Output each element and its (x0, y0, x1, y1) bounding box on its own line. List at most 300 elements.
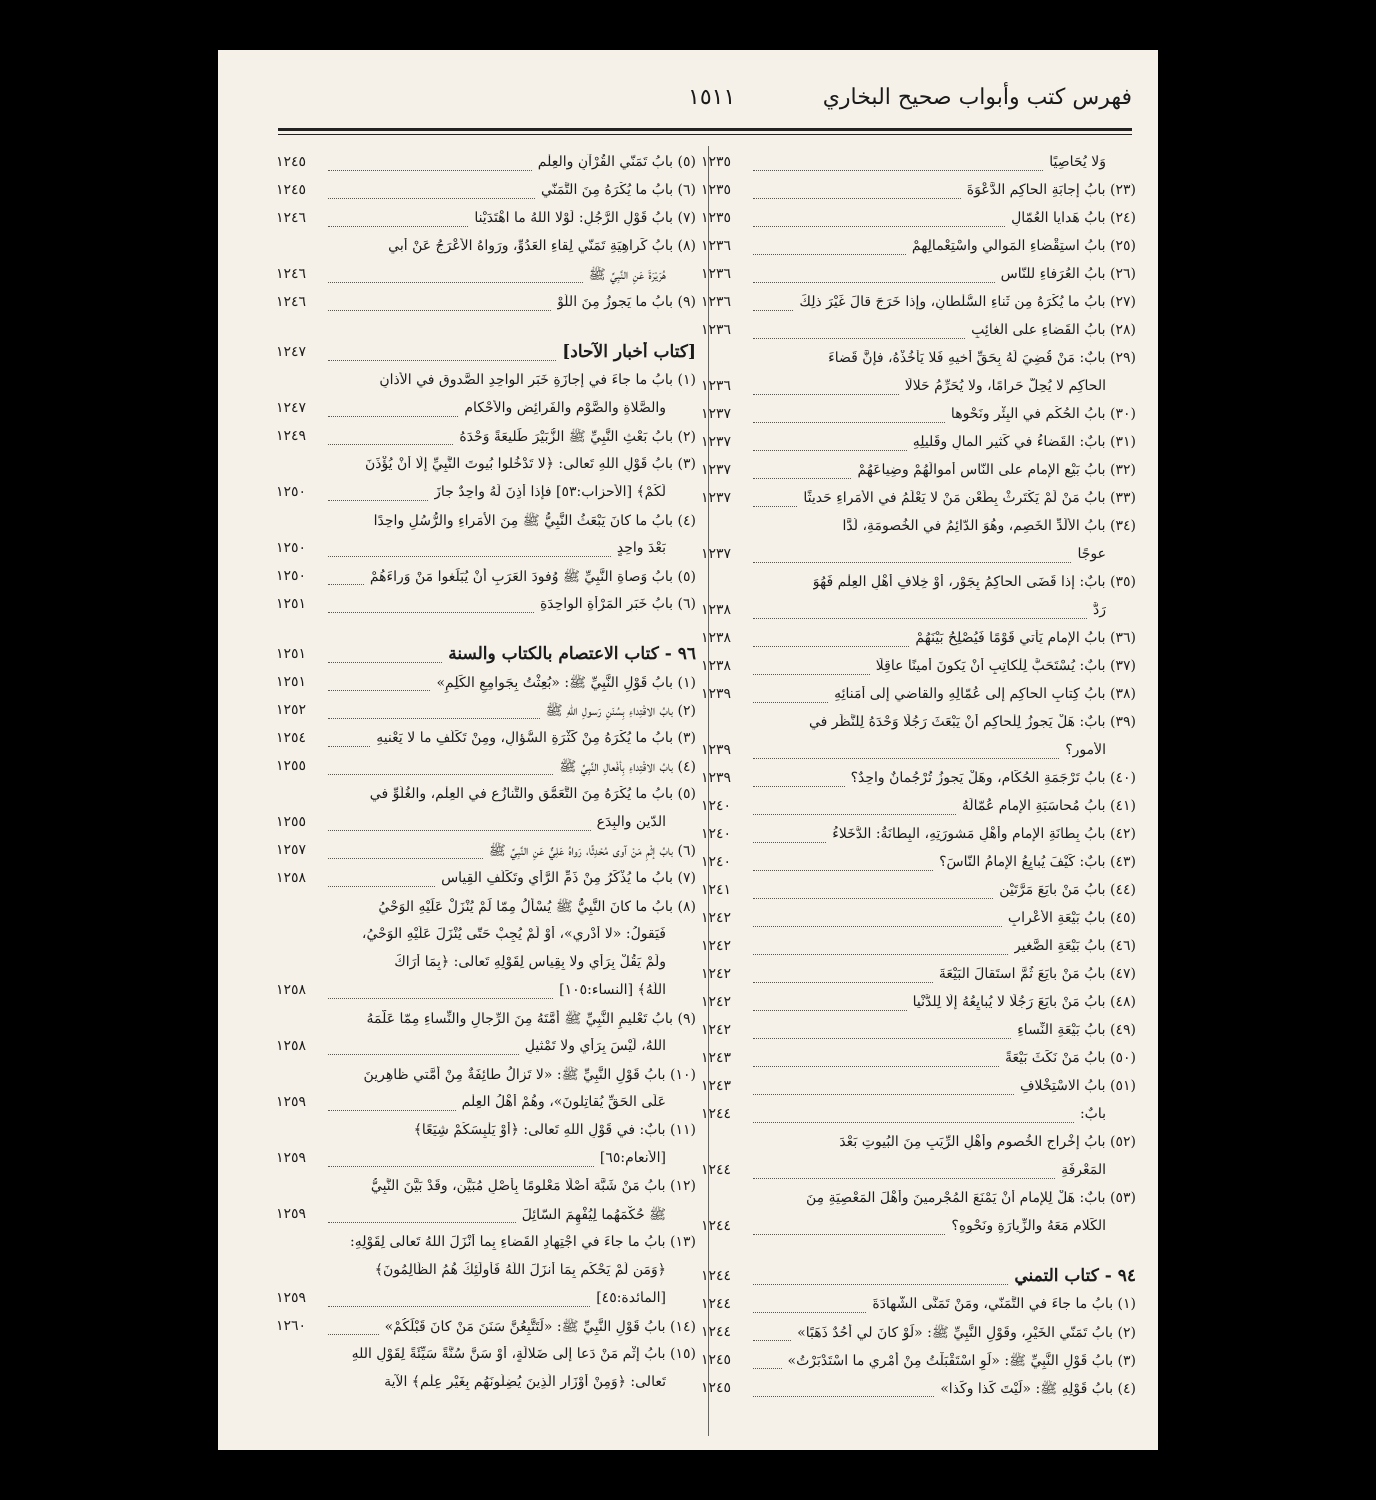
section-gap (701, 1242, 1136, 1264)
index-entry (276, 1286, 696, 1314)
entry-page-number: ١٢٥١ (276, 596, 307, 612)
entry-page-number: ١٢٣٨ (701, 630, 732, 646)
index-entry (701, 710, 1136, 738)
entry-title: (٩) بابُ ما يَجوزُ مِنَ اللَّوْ (557, 294, 696, 310)
entry-title: ٩٤ - كتاب التمني (1014, 1266, 1136, 1286)
entry-page-number: ١٢٤٣ (701, 1050, 732, 1066)
leader-dots (753, 954, 1008, 955)
index-entry (701, 1046, 1136, 1074)
index-entry (276, 1230, 696, 1258)
index-entry (276, 1034, 696, 1062)
leader-dots (753, 338, 965, 339)
entry-title: فَيَقولُ: «لا أدْري»، أوْ لَمْ يُجِبْ حَتّى يُنْزَلَ عَلَيْهِ الوَحْيُ، (361, 926, 666, 942)
leader-dots (328, 998, 553, 999)
entry-page-number: ١٢٣٦ (701, 378, 732, 394)
header-rule (278, 128, 1132, 131)
index-entry (276, 1258, 696, 1286)
leader-dots (753, 674, 870, 675)
index-entry (276, 592, 696, 620)
leader-dots (753, 562, 1071, 563)
leader-dots (753, 506, 797, 507)
section-heading (276, 642, 696, 670)
leader-dots (753, 1312, 866, 1313)
leader-dots (753, 450, 907, 451)
section-heading (276, 340, 696, 368)
entry-title: (١٠) بابُ قَوْلِ النَّبِيِّ ﷺ: «لا تَزالُ طائِفَةٌ مِنْ أُمَّتي ظاهِرينَ (363, 1067, 696, 1083)
leader-dots (753, 282, 995, 283)
index-entry (701, 1186, 1136, 1214)
entry-page-number: ١٢٤٤ (701, 1296, 732, 1312)
leader-dots (328, 416, 458, 417)
section-heading (701, 1264, 1136, 1292)
entry-title: (٨) بابُ كَراهِيَةِ تَمَنّي لِقاءِ العَدُوِّ، ورَواهُ الأعْرَجُ عَنْ أبي (388, 238, 696, 254)
index-entry (276, 810, 696, 838)
leader-dots (328, 718, 540, 719)
entry-page-number: ١٢٤٩ (276, 428, 307, 444)
index-entry (701, 598, 1136, 626)
entry-title: (٢) بابُ بَعْثِ النَّبِيِّ ﷺ الزُّبَيْرَ طَليعَةً وَحْدَهُ (459, 429, 696, 445)
index-entry (701, 794, 1136, 822)
entry-title: (٢) بابُ الاقْتِداءِ بِسُنَنِ رَسولِ اللهِ ﷺ (545, 703, 696, 719)
leader-dots (753, 1094, 1014, 1095)
entry-title: (٣٢) بابُ بَيْعِ الإمامِ على النّاسِ أموالَهُمْ وضِياعَهُمْ (857, 462, 1136, 478)
entry-title: (٣٠) بابُ الحُكْمِ في البِئْرِ ونَحْوِها (950, 406, 1136, 422)
index-entry (701, 1214, 1136, 1242)
entry-title: ﷺ حُكْمَهُما لِيُفْهِمَ السّائِلَ (521, 1207, 666, 1223)
index-entry (276, 698, 696, 726)
entry-title: (٣٥) بابٌ: إذا قَضَى الحاكِمُ بِجَوْرٍ، أوْ خِلافِ أهْلِ العِلْمِ فَهُوَ (812, 574, 1136, 590)
entry-title: (٣٨) بابُ كِتابِ الحاكِمِ إلى عُمّالِهِ والقاضي إلى أُمَنائِهِ (834, 686, 1136, 702)
entry-title: عوجًا (1077, 546, 1106, 562)
entry-page-number: ١٢٣٥ (701, 182, 732, 198)
entry-page-number: ١٢٤٦ (276, 210, 307, 226)
entry-title: (١٤) بابُ قَوْلِ النَّبِيِّ ﷺ: «لَتَتَّبِعُنَّ سَنَنَ مَنْ كانَ قَبْلَكُمْ» (384, 1319, 696, 1335)
entry-page-number: ١٢٤٣ (701, 1078, 732, 1094)
leader-dots (753, 198, 961, 199)
index-entry (276, 1118, 696, 1146)
entry-page-number: ١٢٤٥ (276, 182, 307, 198)
entry-page-number: ١٢٥٧ (276, 842, 307, 858)
index-entry (701, 150, 1136, 178)
leader-dots (753, 1284, 1008, 1285)
entry-title: (٤) بابُ ما كانَ يَبْعَثُ النَّبِيُّ ﷺ مِنَ الأُمَراءِ والرُّسُلِ واحِدًا (373, 513, 696, 529)
entry-title: (٣) بابُ ما يُكْرَهُ مِنْ كَثْرَةِ السُّؤالِ، ومِنْ تَكَلُّفِ ما لا يَعْنيهِ (376, 730, 696, 746)
leader-dots (328, 662, 442, 663)
index-entry (276, 1370, 696, 1398)
index-entry (701, 430, 1136, 458)
leader-dots (753, 1396, 934, 1397)
entry-title: اللَّهُ﴾ [النساء:١٠٥] (559, 982, 666, 998)
entry-title: (٥) بابُ ما يُكْرَهُ مِنَ التَّعَمُّقِ والتَّنازُعِ في العِلْمِ، والغُلُوِّ في (369, 786, 696, 802)
index-entry (276, 368, 696, 396)
entry-page-number: ١٢٣٧ (701, 406, 732, 422)
entry-title: (٢٣) بابُ إجابَةِ الحاكِمِ الدَّعْوَةَ (966, 182, 1136, 198)
entry-title: والصَّلاةِ والصَّوْمِ والفَرائِضِ والأحْكامِ (464, 400, 666, 416)
leader-dots (328, 1110, 456, 1111)
index-entry (701, 962, 1136, 990)
entry-title: (٣) بابُ قَوْلِ النَّبِيِّ ﷺ: «لَوِ اسْتَقْبَلْتُ مِنْ أمْري ما اسْتَدْبَرْتُ» (787, 1353, 1136, 1369)
leader-dots (753, 1038, 1011, 1039)
entry-page-number: ١٢٤٢ (701, 966, 732, 982)
entry-title: (٤٣) بابٌ: كَيْفَ يُبايِعُ الإمامُ النّاسَ؟ (939, 854, 1136, 870)
entry-page-number: ١٢٤٦ (276, 266, 307, 282)
leader-dots (328, 746, 370, 747)
entry-title: (٣١) بابٌ: القَضاءُ في كَثيرِ المالِ وقَليلِهِ (912, 434, 1136, 450)
entry-title: (٢٤) بابُ هَدايا العُمّالِ (1011, 210, 1136, 226)
entry-page-number: ١٢٥٨ (276, 982, 307, 998)
entry-title: بابٌ: (1079, 1106, 1106, 1122)
entry-page-number: ١٢٤٢ (701, 910, 732, 926)
entry-page-number: ١٢٤٠ (701, 826, 732, 842)
leader-dots (753, 618, 1087, 619)
index-entry (276, 1006, 696, 1034)
entry-page-number: ١٢٤٤ (701, 1162, 732, 1178)
index-entry (701, 262, 1136, 290)
entry-title: (٣٤) بابُ الألَدِّ الخَصِمِ، وهُوَ الدّائِمُ في الخُصومَةِ، لُدًّا (842, 518, 1136, 534)
leader-dots (328, 886, 435, 887)
index-entry (276, 1342, 696, 1370)
index-entry (276, 234, 696, 262)
entry-page-number: ١٢٤٥ (276, 154, 307, 170)
entry-title: (٦) بابُ خَبَرِ المَرْأَةِ الواحِدَةِ (539, 596, 696, 612)
leader-dots (753, 1066, 999, 1067)
entry-title: (٦) بابُ ما يُكْرَهُ مِنَ التَّمَنّي (540, 182, 696, 198)
page-header (278, 85, 1132, 125)
left-column (276, 150, 696, 1398)
entry-title: (٨) بابُ ما كانَ النَّبِيُّ ﷺ يُسْأَلُ مِمّا لَمْ يُنْزَلْ عَلَيْهِ الوَحْيُ (378, 899, 696, 915)
index-entry (701, 374, 1136, 402)
entry-page-number: ١٢٤٥ (701, 1352, 732, 1368)
entry-title: وَلا يُحَاصِيًا (1049, 154, 1106, 170)
leader-dots (328, 584, 364, 585)
entry-title: (٤٨) بابُ مَنْ بايَعَ رَجُلًا لا يُبايِعُهُ إلّا لِلدُّنْيا (912, 994, 1136, 1010)
entry-title: (٣٩) بابٌ: هَلْ يَجوزُ لِلْحاكِمِ أنْ يَبْعَثَ رَجُلًا وَحْدَهُ لِلنَّظَرِ في (809, 714, 1136, 730)
index-entry (276, 1314, 696, 1342)
index-entry (276, 1202, 696, 1230)
leader-dots (753, 1368, 782, 1369)
leader-dots (753, 254, 906, 255)
entry-page-number: ١٢٤٥ (701, 1380, 732, 1396)
index-entry (701, 906, 1136, 934)
leader-dots (328, 612, 534, 613)
entry-title: (٤٩) بابُ بَيْعَةِ النِّساءِ (1017, 1022, 1136, 1038)
entry-title: اللهُ، لَيْسَ بِرَأْيٍ ولا تَمْثيلٍ (524, 1038, 666, 1054)
index-entry (701, 318, 1136, 346)
entry-title: (٣٦) بابُ الإمامِ يَأْتي قَوْمًا فَيُصْلِحُ بَيْنَهُمْ (915, 630, 1136, 646)
leader-dots (328, 858, 483, 859)
leader-dots (753, 422, 945, 423)
entry-page-number: ١٢٤٢ (701, 938, 732, 954)
entry-title: لَكُمْ﴾ [الأحزاب:٥٣] فإذا أُذِنَ لَهُ واحِدٌ جازَ (434, 484, 666, 500)
book-page (218, 50, 1158, 1450)
leader-dots (753, 898, 993, 899)
entry-page-number: ١٢٤٢ (701, 1022, 732, 1038)
entry-page-number: ١٢٥٩ (276, 1290, 307, 1306)
entry-title: (٤٤) بابُ مَنْ بايَعَ مَرَّتَيْنِ (999, 882, 1136, 898)
entry-page-number: ١٢٤٤ (701, 1218, 732, 1234)
running-title: فهرس كتب وأبواب صحيح البخاري (822, 85, 1132, 110)
entry-title: (٥) بابُ وَصاةِ النَّبِيِّ ﷺ وُفودَ العَرَبِ أنْ يُبَلِّغوا مَنْ وَراءَهُمْ (369, 569, 696, 585)
index-entry (701, 1130, 1136, 1158)
entry-title: (٢٥) بابُ استِقْضاءِ المَوالي واسْتِعْمالِهِمْ (911, 238, 1136, 254)
entry-page-number: ١٢٤٧ (276, 400, 307, 416)
entry-title: (٢٩) بابٌ: مَنْ قُضِيَ لَهُ بِحَقِّ أخيهِ فَلا يَأْخُذْهُ، فإنَّ قَضاءَ (828, 350, 1136, 366)
leader-dots (328, 690, 430, 691)
entry-page-number: ١٢٤٤ (701, 1106, 732, 1122)
leader-dots (328, 830, 591, 831)
entry-title: (٢) بابُ تَمَنّي الخَيْرِ، وقَوْلِ النَّبِيِّ ﷺ: «لَوْ كانَ لي أُحُدٌ ذَهَبًا» (797, 1325, 1136, 1341)
index-entry (701, 766, 1136, 794)
index-entry (701, 1158, 1136, 1186)
entry-title: (١١) بابٌ: في قَوْلِ اللهِ تَعالى: ﴿أَوْ يَلْبِسَكُمْ شِيَعًا﴾ (413, 1122, 696, 1138)
index-entry (276, 150, 696, 178)
entry-page-number: ١٢٥٤ (276, 730, 307, 746)
leader-dots (328, 774, 553, 775)
entry-page-number: ١٢٥٩ (276, 1150, 307, 1166)
index-entry (276, 396, 696, 424)
leader-dots (753, 1010, 907, 1011)
entry-page-number: ١٢٣٨ (701, 602, 732, 618)
entry-page-number: ١٢٣٧ (701, 434, 732, 450)
leader-dots (753, 702, 828, 703)
entry-title: (١٢) بابُ مَنْ شَبَّهَ أصْلًا مَعْلومًا بِأصْلٍ مُبَيَّنٍ، وقَدْ بَيَّنَ النَّبِيُّ (370, 1178, 696, 1194)
leader-dots (753, 1234, 945, 1235)
index-entry (276, 922, 696, 950)
index-entry (701, 1292, 1136, 1320)
index-entry (701, 626, 1136, 654)
entry-title: (٧) بابُ قَوْلِ الرَّجُلِ: لَوْلا اللهُ ما اهْتَدَيْنا (474, 210, 696, 226)
index-entry (276, 754, 696, 782)
section-gap (276, 318, 696, 340)
leader-dots (753, 170, 1043, 171)
leader-dots (328, 226, 468, 227)
right-column (701, 150, 1136, 1404)
leader-dots (753, 982, 933, 983)
entry-title: الدّينِ والبِدَعِ (596, 814, 666, 830)
entry-title: تَعالى: ﴿وَمِنْ أَوْزَارِ الَّذِينَ يُضِلُّونَهُم بِغَيْرِ عِلْمٍ﴾ الآية (384, 1374, 666, 1390)
entry-title: عَلَى الحَقِّ يُقاتِلونَ»، وهُمْ أهْلُ العِلْمِ (461, 1094, 666, 1110)
index-entry (276, 1174, 696, 1202)
entry-title: (٩) بابُ تَعْليمِ النَّبِيِّ ﷺ أُمَّتَهُ مِنَ الرِّجالِ والنِّساءِ مِمّا عَلَّمَهُ (366, 1011, 696, 1027)
entry-page-number: ١٢٥٠ (276, 484, 307, 500)
leader-dots (328, 1306, 590, 1307)
index-entry (701, 1348, 1136, 1376)
index-entry (276, 452, 696, 480)
index-entry (276, 290, 696, 318)
index-entry (701, 486, 1136, 514)
index-entry (701, 234, 1136, 262)
entry-title: (٥٢) بابُ إخْراجِ الخُصومِ وأهْلِ الرِّيَبِ مِنَ البُيوتِ بَعْدَ (839, 1134, 1136, 1150)
entry-title: بَعْدَ واحِدٍ (616, 540, 666, 556)
entry-title: الكَلامِ مَعَهُ والزِّيارَةِ ونَحْوِهِ؟ (951, 1218, 1106, 1234)
index-entry (701, 1102, 1136, 1130)
index-entry (701, 1376, 1136, 1404)
index-entry (701, 654, 1136, 682)
index-entry (276, 536, 696, 564)
entry-title: (٣٣) بابُ مَنْ لَمْ يَكْتَرِثْ بِطَعْنِ مَنْ لا يَعْلَمُ في الأُمَراءِ حَديثًا (803, 490, 1136, 506)
entry-page-number: ١٢٥١ (276, 674, 307, 690)
entry-title: (٥٣) بابٌ: هَلْ لِلإمامِ أنْ يَمْنَعَ المُجْرِمينَ وأهْلَ المَعْصِيَةِ مِنَ (805, 1190, 1136, 1206)
section-gap (276, 620, 696, 642)
page-number: ١٥١١ (688, 85, 736, 110)
entry-title: ولَمْ يَقُلْ بِرَأْيٍ ولا بِقِياسٍ لِقَوْلِهِ تَعالى: ﴿بِمَا أَرَاكَ (394, 954, 666, 970)
index-entry (701, 178, 1136, 206)
entry-title: (٤٥) بابُ بَيْعَةِ الأعْرابِ (1007, 910, 1136, 926)
index-entry (701, 290, 1136, 318)
index-entry (276, 508, 696, 536)
index-entry (276, 838, 696, 866)
entry-title: ٩٦ - كتاب الاعتصام بالكتاب والسنة (448, 644, 696, 664)
index-entry (276, 1090, 696, 1118)
entry-page-number: ١٢٤٤ (701, 1268, 732, 1284)
index-entry (276, 1062, 696, 1090)
leader-dots (328, 170, 532, 171)
leader-dots (753, 814, 956, 815)
leader-dots (753, 926, 1002, 927)
index-entry (701, 1074, 1136, 1102)
entry-title: (٢٦) بابُ العُرَفاءِ للنّاسِ (1000, 266, 1136, 282)
index-entry (276, 1146, 696, 1174)
entry-title: (٣) بابُ قَوْلِ اللهِ تَعالى: ﴿لا تَدْخُلوا بُيوتَ النَّبِيِّ إلّا أنْ يُؤْذَنَ (364, 456, 696, 472)
header-rule-thin (278, 134, 1132, 135)
leader-dots (753, 758, 1059, 759)
entry-title: هُرَيْرَةَ عَنِ النَّبِيِّ ﷺ (588, 267, 666, 283)
entry-page-number: ١٢٣٩ (701, 770, 732, 786)
entry-page-number: ١٢٣٧ (701, 546, 732, 562)
leader-dots (328, 198, 535, 199)
leader-dots (328, 1334, 379, 1335)
entry-page-number: ١٢٥٥ (276, 814, 307, 830)
entry-title: (٤٧) بابُ مَنْ بايَعَ ثُمَّ استَقالَ البَيْعَةَ (938, 966, 1136, 982)
index-entry (701, 542, 1136, 570)
entry-page-number: ١٢٥٠ (276, 568, 307, 584)
leader-dots (753, 1340, 791, 1341)
entry-title: [كتاب أخبار الآحاد] (562, 342, 696, 362)
entry-page-number: ١٢٣٧ (701, 462, 732, 478)
index-entry (276, 424, 696, 452)
index-entry (701, 458, 1136, 486)
index-entry (701, 346, 1136, 374)
index-entry (701, 822, 1136, 850)
leader-dots (753, 1122, 1074, 1123)
entry-page-number: ١٢٣٦ (701, 238, 732, 254)
entry-title: (٤) بابُ قَوْلِهِ ﷺ: «لَيْتَ كَذا وكَذا» (940, 1381, 1136, 1397)
entry-title: (٤٠) بابُ تَرْجَمَةِ الحُكّامِ، وهَلْ يَجوزُ تُرْجُمانٌ واحِدٌ؟ (850, 770, 1136, 786)
leader-dots (753, 310, 793, 311)
entry-page-number: ١٢٥٢ (276, 702, 307, 718)
entry-page-number: ١٢٣٦ (701, 294, 732, 310)
entry-title: (٢٨) بابُ القَضاءِ على الغائِبِ (971, 322, 1136, 338)
entry-page-number: ١٢٥٩ (276, 1094, 307, 1110)
entry-page-number: ١٢٤٠ (701, 798, 732, 814)
index-entry (276, 564, 696, 592)
entry-page-number: ١٢٣٨ (701, 658, 732, 674)
entry-title: (٤) بابُ الاقْتِداءِ بِأفْعالِ النَّبِيِّ ﷺ (559, 759, 696, 775)
index-entry (276, 950, 696, 978)
entry-page-number: ١٢٤١ (701, 882, 732, 898)
entry-title: رَدٌّ (1093, 602, 1106, 618)
leader-dots (753, 786, 845, 787)
index-entry (701, 934, 1136, 962)
entry-page-number: ١٢٤٦ (276, 294, 307, 310)
entry-page-number: ١٢٦٠ (276, 1318, 307, 1334)
entry-page-number: ١٢٥٥ (276, 758, 307, 774)
index-entry (276, 480, 696, 508)
leader-dots (753, 394, 899, 395)
entry-title: [الأنعام:٦٥] (599, 1150, 666, 1166)
leader-dots (328, 282, 583, 283)
entry-page-number: ١٢٤٢ (701, 994, 732, 1010)
index-entry (276, 894, 696, 922)
leader-dots (328, 444, 453, 445)
leader-dots (328, 310, 551, 311)
leader-dots (753, 646, 909, 647)
index-entry (701, 514, 1136, 542)
index-entry (701, 1018, 1136, 1046)
entry-title: الأُمورِ؟ (1065, 742, 1106, 758)
leader-dots (753, 478, 851, 479)
leader-dots (328, 500, 428, 501)
leader-dots (328, 1222, 516, 1223)
index-entry (701, 570, 1136, 598)
index-entry (276, 782, 696, 810)
entry-page-number: ١٢٤٧ (276, 344, 307, 360)
entry-title: [المائدة:٤٥] (596, 1290, 666, 1306)
leader-dots (753, 1178, 1055, 1179)
entry-title: (١٣) بابُ ما جاءَ في اجْتِهادِ القَضاءِ بِما أنْزَلَ اللهُ تَعالى لِقَوْلِهِ: (349, 1234, 696, 1250)
entry-page-number: ١٢٣٦ (701, 322, 732, 338)
entry-title: (٦) بابُ إثْمِ مَنْ آوى مُحْدِثًا، رَواهُ عَلِيٌّ عَنِ النَّبِيِّ ﷺ (488, 843, 696, 859)
entry-page-number: ١٢٣٥ (701, 154, 732, 170)
leader-dots (328, 556, 611, 557)
leader-dots (328, 1166, 594, 1167)
entry-title: ﴿وَمَن لَّمْ يَحْكُم بِمَا أَنزَلَ اللَّهُ فَأُولَٰئِكَ هُمُ الظَّالِمُونَ﴾ (374, 1262, 666, 1278)
entry-page-number: ١٢٣٩ (701, 686, 732, 702)
index-entry (701, 878, 1136, 906)
entry-title: (١٥) بابُ إثْمِ مَنْ دَعا إلى ضَلالَةٍ، أوْ سَنَّ سُنَّةً سَيِّئَةً لِقَوْلِ اللهِ (351, 1346, 696, 1362)
entry-page-number: ١٢٤٤ (701, 1324, 732, 1340)
entry-title: (١) بابُ ما جاءَ في التَّمَنّي، ومَنْ تَمَنَّى الشَّهادَةَ (872, 1296, 1136, 1312)
entry-page-number: ١٢٣٥ (701, 210, 732, 226)
entry-page-number: ١٢٥٨ (276, 1038, 307, 1054)
entry-page-number: ١٢٣٦ (701, 266, 732, 282)
entry-title: (٥١) بابُ الاسْتِخْلافِ (1020, 1078, 1136, 1094)
entry-title: الحاكِمِ لا يُحِلُّ حَرامًا، ولا يُحَرِّمُ حَلالًا (904, 378, 1106, 394)
entry-title: (٤٢) بابُ بِطانَةِ الإمامِ وأهْلِ مَشورَتِهِ، البِطانَةُ: الدُّخَلاءُ (832, 826, 1136, 842)
index-entry (701, 1320, 1136, 1348)
entry-title: (٥٠) بابُ مَنْ نَكَثَ بَيْعَةً (1004, 1050, 1136, 1066)
entry-page-number: ١٢٥٩ (276, 1206, 307, 1222)
index-entry (276, 726, 696, 754)
index-entry (701, 850, 1136, 878)
entry-page-number: ١٢٣٩ (701, 742, 732, 758)
entry-title: (١) بابُ ما جاءَ في إجازَةِ خَبَرِ الواحِدِ الصَّدوقِ في الأذانِ (379, 372, 696, 388)
index-entry (276, 670, 696, 698)
index-entry (701, 682, 1136, 710)
leader-dots (753, 226, 1005, 227)
leader-dots (328, 1054, 519, 1055)
index-entry (701, 738, 1136, 766)
index-entry (701, 990, 1136, 1018)
entry-page-number: ١٢٤٠ (701, 854, 732, 870)
entry-title: (١) بابُ قَوْلِ النَّبِيِّ ﷺ: «بُعِثْتُ بِجَوامِعِ الكَلِمِ» (436, 675, 696, 691)
leader-dots (328, 360, 556, 361)
index-entry (276, 206, 696, 234)
leader-dots (753, 842, 826, 843)
entry-title: (٧) بابُ ما يُذْكَرُ مِنْ ذَمِّ الرَّأْيِ وتَكَلُّفِ القِياسِ (441, 870, 696, 886)
leader-dots (753, 870, 933, 871)
entry-title: (٢٧) بابُ ما يُكْرَهُ مِن ثَناءِ السُّلْطانِ، وإذا خَرَجَ قالَ غَيْرَ ذلِكَ (799, 294, 1136, 310)
